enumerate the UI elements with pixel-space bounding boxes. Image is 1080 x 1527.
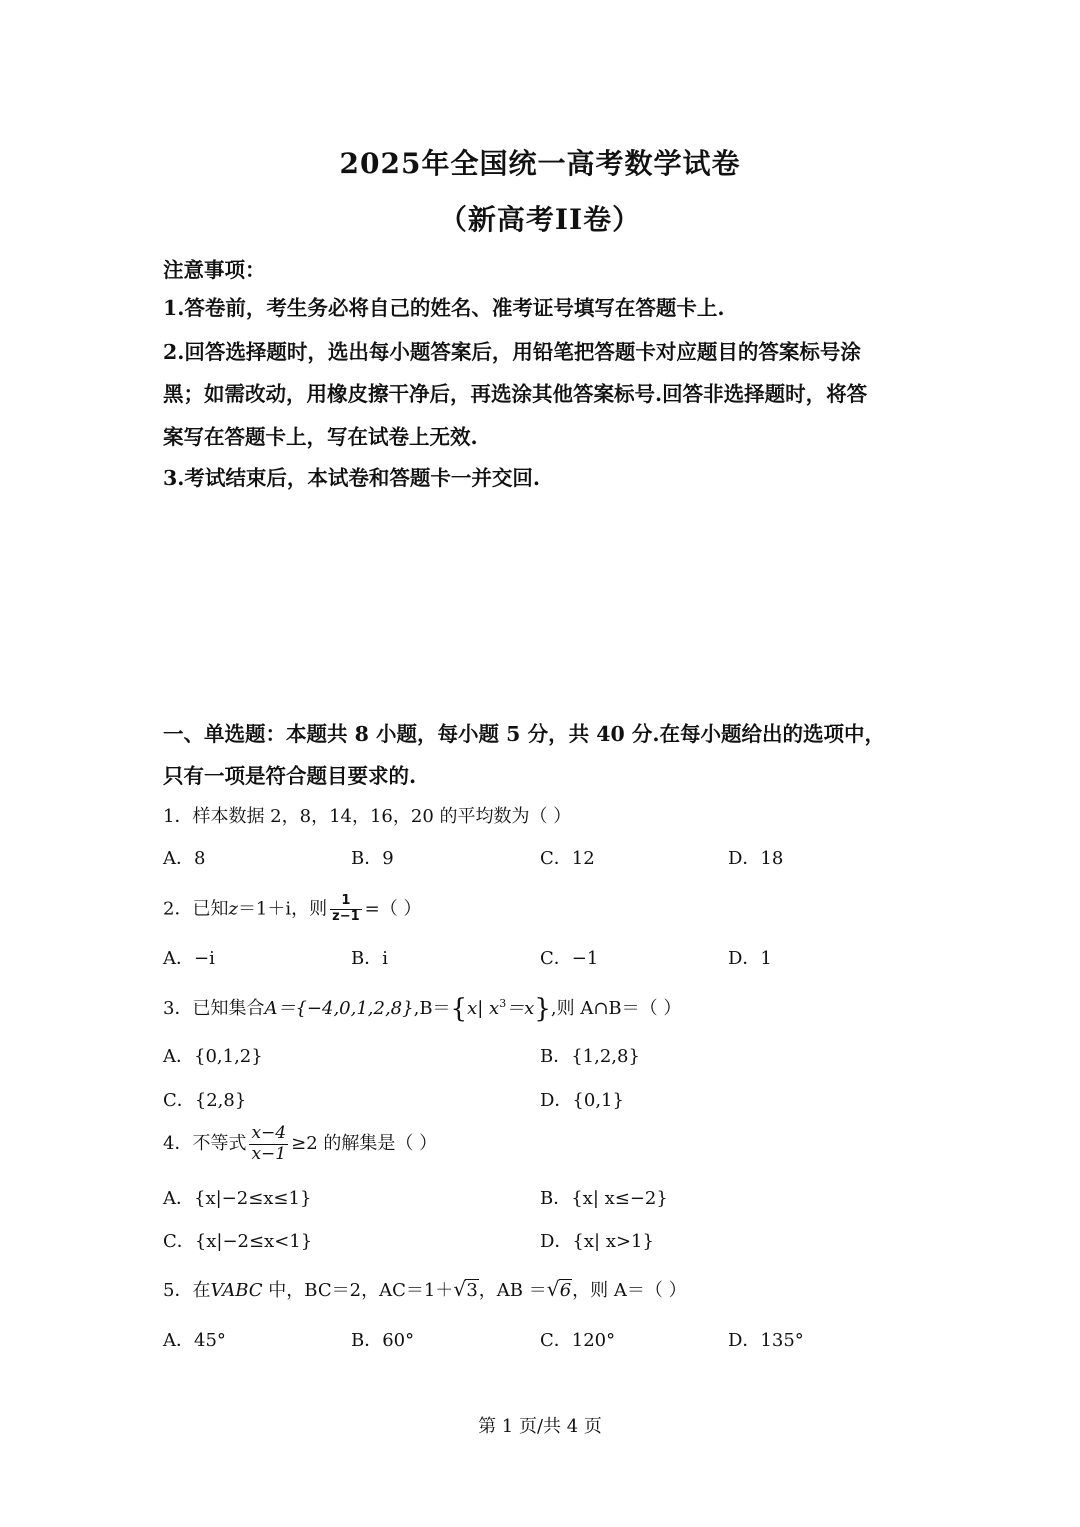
question-4-prefix: 4．不等式 (163, 1133, 247, 1155)
notice-item-2-line-3: 案写在答题卡上，写在试卷上无效. (163, 425, 478, 449)
question-4-option-d: D．{x| x>1} (540, 1231, 654, 1252)
question-5-option-c: C．120° (540, 1330, 616, 1351)
notice-item-1: 1.答卷前，考生务必将自己的姓名、准考证号填写在答题卡上. (163, 296, 725, 320)
question-5-radicand-2: 6 (559, 1280, 572, 1301)
question-1-option-d: D．18 (728, 848, 784, 869)
question-2-option-d: D．1 (728, 948, 772, 969)
question-4-option-c: C．{x|−2≤x<1} (163, 1231, 313, 1252)
question-3-suffix: ,则 A∩B＝（ ） (550, 998, 682, 1019)
page-subtitle: （新高考II卷） (438, 203, 642, 236)
question-3-prefix: 3．已知集合 (163, 998, 265, 1019)
question-5-option-d: D．135° (728, 1330, 804, 1351)
question-2-variable: z (228, 898, 238, 920)
question-4-fraction (249, 1124, 288, 1164)
question-3-set-b-post: ＝x (506, 998, 535, 1019)
notice-item-2-line-2: 黑；如需改动，用橡皮擦干净后，再选涂其他答案标号.回答非选择题时，将答 (163, 382, 868, 406)
question-5-option-a: A．45° (163, 1330, 226, 1351)
page-title: 2025年全国统一高考数学试卷 (339, 147, 741, 180)
question-4-option-a: A．{x|−2≤x≤1} (163, 1188, 312, 1209)
left-brace: { (450, 994, 468, 1024)
right-brace: } (534, 994, 551, 1024)
question-5-middle-1: 中，BC＝2，AC＝1＋ (262, 1280, 454, 1301)
sqrt-symbol-1 (453, 1280, 478, 1302)
question-3-option-c: C．{2,8} (163, 1090, 247, 1111)
section-heading-line-1: 一、单选题：本题共 8 小题，每小题 5 分，共 40 分.在每小题给出的选项中， (163, 722, 886, 746)
question-4-stem (163, 1124, 437, 1164)
question-3-set-b-prefix: ,B＝ (413, 998, 451, 1019)
question-3-exponent: 3 (499, 997, 507, 1010)
question-4-option-b: B．{x| x≤−2} (540, 1188, 668, 1209)
question-2-option-b: B．i (351, 948, 388, 969)
question-3-option-a: A．{0,1,2} (163, 1046, 263, 1067)
question-2-stem (163, 894, 421, 925)
question-1-stem: 1．样本数据 2，8，14，16，20 的平均数为（ ） (163, 806, 572, 827)
question-2-fraction-numerator: 1 (330, 894, 362, 910)
question-3-set-a: A＝{−4,0,1,2,8} (264, 998, 414, 1019)
page-footer: 第 1 页/共 4 页 (478, 1416, 602, 1437)
question-1-option-c: C．12 (540, 848, 595, 869)
question-3-stem (163, 994, 681, 1025)
question-2-fraction (330, 894, 362, 925)
question-2-fraction-denominator: z−1 (332, 908, 360, 924)
sqrt-symbol-2 (547, 1280, 572, 1302)
question-4-suffix: ≥2 的解集是（ ） (291, 1133, 438, 1155)
question-4-fraction-denominator: x−1 (251, 1143, 287, 1164)
notice-heading: 注意事项： (163, 258, 266, 282)
question-5-middle-2: ，AB ＝ (478, 1280, 547, 1301)
question-5-option-b: B．60° (351, 1330, 415, 1351)
question-4-fraction-numerator: x−4 (251, 1123, 287, 1143)
section-heading-line-2: 只有一项是符合题目要求的. (163, 764, 417, 788)
question-2-option-c: C．−1 (540, 948, 599, 969)
question-3-set-b-inner: x| x (467, 998, 500, 1019)
question-5-prefix: 5．在 (163, 1280, 211, 1301)
question-1-option-b: B．9 (351, 848, 394, 869)
question-2-suffix: =（ ） (364, 898, 422, 920)
question-5-suffix: ，则 A＝（ ） (572, 1280, 687, 1301)
notice-item-2-line-1: 2.回答选择题时，选出每小题答案后，用铅笔把答题卡对应题目的答案标号涂 (163, 340, 861, 364)
question-3-option-d: D．{0,1} (540, 1090, 624, 1111)
question-3-option-b: B．{1,2,8} (540, 1046, 640, 1067)
question-5-radicand-1: 3 (466, 1280, 478, 1301)
question-5-stem (163, 1280, 687, 1302)
question-2-equation: ＝1＋i，则 (237, 898, 328, 920)
question-5-triangle: VABC (210, 1280, 263, 1301)
notice-item-3: 3.考试结束后，本试卷和答题卡一并交回. (163, 466, 541, 490)
question-2-option-a: A．−i (163, 948, 215, 969)
question-2-prefix: 2．已知 (163, 898, 229, 920)
question-1-option-a: A．8 (163, 848, 206, 869)
